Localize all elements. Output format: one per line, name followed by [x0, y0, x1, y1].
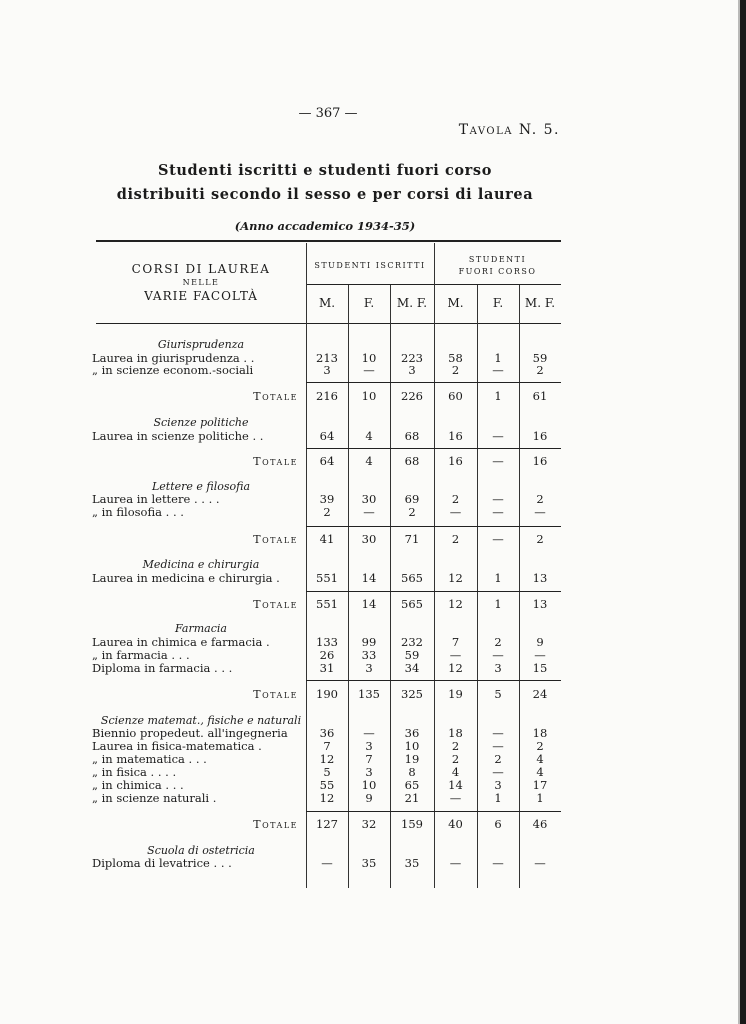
- cell: 1: [536, 791, 544, 805]
- cell: 12: [319, 791, 335, 805]
- cell: —: [492, 363, 504, 377]
- cell: 16: [448, 454, 463, 468]
- cell: 7: [323, 739, 331, 753]
- cell: 565: [401, 597, 423, 611]
- cell: 64: [319, 429, 335, 443]
- cell: 1: [494, 571, 502, 585]
- total-row: [0, 455, 746, 468]
- cell: 3: [494, 661, 502, 675]
- cell: 133: [316, 635, 338, 649]
- total-row: [0, 688, 746, 701]
- cell: —: [534, 505, 546, 519]
- cell: 16: [532, 454, 548, 468]
- cell: 3: [494, 778, 502, 792]
- cell: 69: [404, 492, 420, 506]
- cell: —: [492, 856, 504, 870]
- total-label: Totale: [253, 688, 298, 701]
- cell: —: [321, 856, 333, 870]
- cell: 30: [361, 532, 377, 546]
- cell: —: [363, 726, 375, 740]
- section-title: Lettere e filosofia: [151, 480, 251, 493]
- cell: 551: [316, 571, 338, 585]
- row-label: „ in scienze econom.-sociali: [92, 364, 254, 377]
- cell: 12: [448, 571, 463, 585]
- corsi-header-2: NELLE: [182, 278, 220, 287]
- col-header-mf1: M. F.: [396, 296, 428, 310]
- row-label: „ in scienze naturali .: [92, 792, 217, 805]
- cell: 4: [536, 765, 544, 779]
- page-number: — 367 —: [298, 106, 358, 121]
- cell: 10: [404, 739, 420, 753]
- cell: —: [492, 429, 504, 443]
- row-label: Laurea in medicina e chirurgia .: [92, 572, 280, 585]
- cell: 551: [316, 597, 338, 611]
- total-label: Totale: [253, 818, 298, 831]
- total-rule: [306, 448, 561, 449]
- cell: 36: [319, 726, 335, 740]
- cell: 190: [316, 687, 338, 701]
- section-title: Farmacia: [175, 622, 227, 635]
- cell: 12: [319, 752, 335, 766]
- total-rule: [306, 680, 561, 681]
- cell: 65: [404, 778, 420, 792]
- total-rule: [306, 811, 561, 812]
- cell: 8: [408, 765, 416, 779]
- row-label: Laurea in chimica e farmacia .: [92, 636, 270, 649]
- cell: 55: [319, 778, 335, 792]
- title-line-1: Studenti iscritti e studenti fuori corso: [158, 162, 492, 179]
- row-label: „ in farmacia . . .: [92, 649, 190, 662]
- table-row: [0, 662, 746, 675]
- cell: —: [492, 505, 504, 519]
- cell: —: [492, 532, 504, 546]
- cell: —: [449, 505, 462, 519]
- group-header-fuori-1: STUDENTI: [468, 255, 527, 264]
- cell: 14: [361, 597, 377, 611]
- cell: 226: [401, 389, 423, 403]
- col-header-mf2: M. F.: [524, 296, 556, 310]
- cell: 232: [401, 635, 423, 649]
- cell: 1: [494, 389, 502, 403]
- total-label: Totale: [253, 390, 298, 403]
- cell: 36: [404, 726, 420, 740]
- corsi-header-1: CORSI DI LAUREA: [131, 262, 271, 276]
- cell: 1: [494, 351, 502, 365]
- section-title: Medicina e chirurgia: [142, 558, 260, 571]
- table-row: [0, 649, 746, 662]
- cell: 135: [358, 687, 380, 701]
- cell: 31: [319, 661, 335, 675]
- row-label: Diploma di levatrice . . .: [92, 857, 232, 870]
- cell: 2: [451, 532, 460, 546]
- cell: 68: [404, 429, 420, 443]
- table-row: [0, 753, 746, 766]
- cell: 5: [323, 765, 331, 779]
- cell: 35: [361, 856, 377, 870]
- col-header-m2: M.: [447, 296, 464, 310]
- cell: 2: [494, 752, 502, 766]
- cell: 12: [448, 661, 463, 675]
- cell: 2: [536, 492, 544, 506]
- total-rule: [306, 591, 561, 592]
- cell: 2: [536, 532, 544, 546]
- cell: —: [492, 739, 504, 753]
- total-label: Totale: [253, 598, 298, 611]
- cell: 223: [401, 351, 423, 365]
- cell: 61: [532, 389, 548, 403]
- cell: —: [492, 492, 504, 506]
- table-number: Tavola N. 5.: [458, 122, 560, 138]
- cell: 10: [361, 778, 377, 792]
- cell: 14: [448, 778, 463, 792]
- row-label: Diploma in farmacia . . .: [92, 662, 233, 675]
- cell: 3: [365, 765, 373, 779]
- cell: 35: [404, 856, 420, 870]
- cell: —: [534, 648, 546, 662]
- cell: 4: [365, 454, 373, 468]
- group-header-fuori-2: FUORI CORSO: [458, 267, 537, 276]
- cell: 14: [361, 571, 377, 585]
- cell: 17: [532, 778, 548, 792]
- cell: —: [449, 791, 462, 805]
- cell: 5: [494, 687, 502, 701]
- row-label: „ in matematica . . .: [92, 753, 207, 766]
- cell: 40: [448, 817, 463, 831]
- section-title: Scienze matemat., fisiche e naturali: [100, 714, 302, 727]
- cell: 26: [319, 648, 335, 662]
- total-row: [0, 598, 746, 611]
- cell: 2: [451, 492, 460, 506]
- group-header-iscritti: STUDENTI ISCRITTI: [314, 261, 426, 270]
- section-title: Scienze politiche: [153, 416, 249, 429]
- cell: 46: [532, 817, 548, 831]
- cell: 3: [365, 661, 373, 675]
- cell: 12: [448, 597, 463, 611]
- cell: 213: [316, 351, 338, 365]
- cell: 325: [401, 687, 423, 701]
- col-header-f2: F.: [492, 296, 504, 310]
- cell: 15: [532, 661, 548, 675]
- cell: —: [363, 363, 375, 377]
- cell: 2: [323, 505, 331, 519]
- corsi-header-3: VARIE FACOLTÀ: [144, 289, 258, 303]
- cell: 39: [319, 492, 335, 506]
- total-rule: [306, 382, 561, 383]
- col-header-m1: M.: [318, 296, 336, 310]
- cell: 2: [536, 363, 544, 377]
- cell: 7: [451, 635, 460, 649]
- cell: 19: [448, 687, 463, 701]
- title-line-2: distribuiti secondo il sesso e per corsi di laurea: [116, 186, 534, 203]
- cell: 216: [316, 389, 338, 403]
- cell: —: [534, 856, 546, 870]
- row-label: „ in chimica . . .: [92, 779, 184, 792]
- cell: 2: [536, 739, 544, 753]
- cell: 4: [536, 752, 544, 766]
- cell: 59: [404, 648, 420, 662]
- cell: 34: [404, 661, 420, 675]
- total-label: Totale: [253, 533, 298, 546]
- cell: 2: [494, 635, 502, 649]
- total-row: [0, 533, 746, 546]
- row-label: Laurea in scienze politiche . .: [92, 430, 264, 443]
- total-rule: [306, 526, 561, 527]
- cell: 2: [451, 752, 460, 766]
- cell: 71: [404, 532, 420, 546]
- cell: 565: [401, 571, 423, 585]
- total-row: [0, 818, 746, 831]
- row-label: Laurea in giurisprudenza . .: [92, 352, 255, 365]
- cell: 16: [532, 429, 548, 443]
- cell: 1: [494, 597, 502, 611]
- cell: 19: [404, 752, 420, 766]
- cell: 24: [532, 687, 548, 701]
- cell: 68: [404, 454, 420, 468]
- cell: 127: [316, 817, 338, 831]
- cell: 60: [448, 389, 463, 403]
- row-label: „ in filosofia . . .: [92, 506, 184, 519]
- cell: 99: [361, 635, 377, 649]
- cell: 3: [365, 739, 373, 753]
- cell: 58: [448, 351, 463, 365]
- cell: 33: [361, 648, 377, 662]
- header-bottom-rule: [96, 323, 561, 324]
- row-label: Laurea in fisica-matematica .: [92, 740, 262, 753]
- cell: —: [363, 505, 375, 519]
- table-row: [0, 779, 746, 792]
- table-row: [0, 857, 746, 870]
- cell: 1: [494, 791, 502, 805]
- cell: 18: [532, 726, 548, 740]
- table-row: [0, 740, 746, 753]
- cell: 3: [408, 363, 416, 377]
- row-label: „ in fisica . . . .: [92, 766, 177, 779]
- table-row: [0, 727, 746, 740]
- cell: —: [492, 765, 504, 779]
- cell: 4: [365, 429, 373, 443]
- academic-year: (Anno accademico 1934-35): [234, 219, 416, 233]
- cell: 13: [532, 571, 548, 585]
- table-row: [0, 506, 746, 519]
- row-label: Biennio propedeut. all'ingegneria: [92, 727, 288, 740]
- cell: 9: [365, 791, 373, 805]
- cell: 2: [408, 505, 416, 519]
- table-row: [0, 364, 746, 377]
- total-row: [0, 390, 746, 403]
- row-label: Laurea in lettere . . . .: [92, 493, 220, 506]
- section-title: Giurisprudenza: [157, 338, 245, 351]
- section-title: Scuola di ostetricia: [147, 844, 255, 857]
- cell: 3: [323, 363, 331, 377]
- cell: 2: [451, 739, 460, 753]
- cell: 32: [361, 817, 377, 831]
- cell: 159: [401, 817, 423, 831]
- cell: 9: [536, 635, 544, 649]
- cell: 41: [319, 532, 335, 546]
- cell: 30: [361, 492, 377, 506]
- cell: 10: [361, 389, 377, 403]
- cell: 16: [448, 429, 463, 443]
- cell: —: [492, 726, 504, 740]
- cell: 4: [451, 765, 460, 779]
- cell: —: [449, 648, 462, 662]
- cell: 64: [319, 454, 335, 468]
- cell: —: [449, 856, 462, 870]
- cell: 6: [494, 817, 502, 831]
- cell: 18: [448, 726, 463, 740]
- table-row: [0, 572, 746, 585]
- cell: 59: [532, 351, 548, 365]
- cell: —: [492, 648, 504, 662]
- cell: 13: [532, 597, 548, 611]
- col-header-f1: F.: [363, 296, 375, 310]
- cell: 10: [361, 351, 377, 365]
- table-row: [0, 792, 746, 805]
- cell: 2: [451, 363, 460, 377]
- total-label: Totale: [253, 455, 298, 468]
- cell: 7: [365, 752, 373, 766]
- cell: 21: [404, 791, 420, 805]
- table-row: [0, 430, 746, 443]
- table-top-rule: [96, 240, 561, 242]
- cell: —: [492, 454, 504, 468]
